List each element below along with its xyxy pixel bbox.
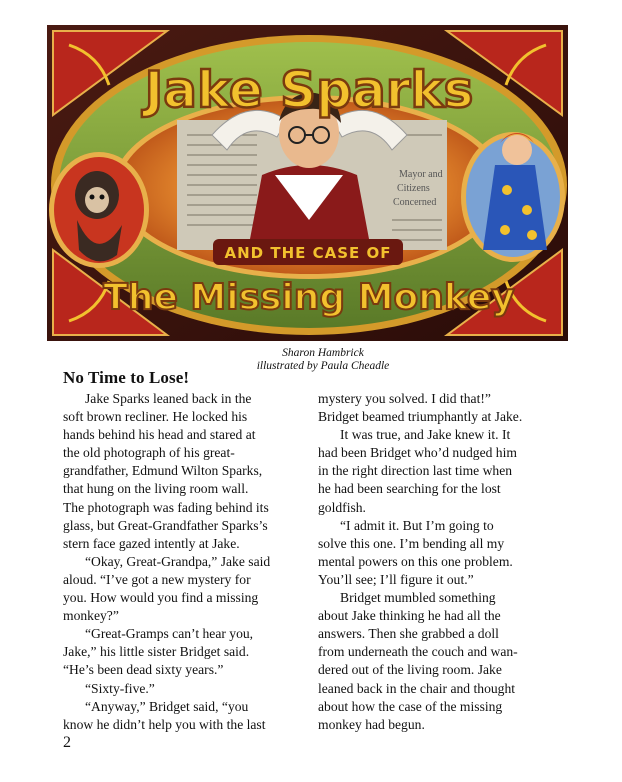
text-line: dered out of the living room. Jake (318, 662, 502, 678)
text-line: about Jake thinking he had all the (318, 608, 501, 624)
text-line: the old photograph of his great- (63, 445, 235, 461)
text-line: from underneath the couch and wan- (318, 644, 518, 660)
right-text-column (318, 390, 558, 734)
section-heading: No Time to Lose! (63, 368, 190, 387)
text-line: mental powers on this one problem. (318, 553, 513, 569)
text-line: “Okay, Great-Grandpa,” Jake said (85, 553, 271, 569)
left-text-column (63, 390, 303, 734)
paragraph (63, 553, 303, 625)
illustrator-credit: illustrated by Paula Cheadle (256, 360, 390, 372)
text-line: “I admit it. But I’m going to (340, 517, 494, 533)
paragraph (63, 698, 303, 734)
svg-text:The Missing Monkey: The Missing Monkey (103, 277, 515, 318)
text-line: you. How would you find a missing (63, 590, 259, 606)
banner-artwork (47, 25, 568, 341)
text-line: Jake Sparks leaned back in the (85, 391, 252, 406)
paragraph (63, 625, 303, 679)
text-line: know he didn’t help you with the last (63, 716, 266, 732)
text-line: The photograph was fading behind its (63, 499, 269, 515)
text-line: You’ll see; I’ll figure it out.” (318, 571, 474, 587)
text-line: “Sixty-five.” (85, 680, 155, 696)
text-line: leaned back in the chair and thought (318, 680, 516, 696)
text-line: Bridget beamed triumphantly at Jake. (318, 409, 523, 425)
text-line: that hung on the living room wall. (63, 481, 249, 497)
text-line: hands behind his head and stared at (63, 427, 256, 443)
paragraph (63, 390, 303, 553)
text-line: grandfather, Edmund Wilton Sparks, (63, 463, 263, 479)
text-line: he had been searching for the lost (318, 481, 501, 497)
svg-text:Mayor and: Mayor and (399, 169, 443, 180)
text-line: “Great-Gramps can’t hear you, (85, 626, 254, 642)
text-line: “Anyway,” Bridget said, “you (85, 698, 249, 714)
text-line: soft brown recliner. He locked his (63, 409, 248, 425)
text-line: mystery you solved. I did that!” (318, 391, 491, 406)
paragraph (318, 390, 558, 426)
text-line: aloud. “I’ve got a new mystery for (63, 571, 251, 587)
text-line: Bridget mumbled something (340, 590, 496, 606)
author-name: Sharon Hambrick (282, 347, 364, 359)
svg-text:and the case of: and the case of (224, 244, 392, 262)
text-line: glass, but Great-Grandfather Sparks’s (63, 517, 268, 533)
svg-text:Jake Sparks: Jake Sparks (144, 61, 474, 119)
text-line: monkey had begun. (318, 716, 425, 732)
text-line: about how the case of the missing (318, 698, 503, 714)
text-line: “He’s been dead sixty years.” (63, 662, 224, 678)
page-number: 2 (63, 734, 71, 751)
text-line: Jake,” his little sister Bridget said. (63, 644, 250, 660)
text-line: It was true, and Jake knew it. It (340, 427, 511, 443)
text-line: solve this one. I’m bending all my (318, 535, 505, 551)
paragraph (318, 589, 558, 734)
paragraph (318, 517, 558, 589)
text-line: had been Bridget who’d nudged him (318, 445, 517, 461)
text-line: in the right direction last time when (318, 463, 513, 479)
text-line: monkey?” (63, 608, 119, 624)
paragraph (318, 426, 558, 516)
paragraph (63, 680, 303, 698)
text-line: stern face gazed intently at Jake. (63, 535, 240, 551)
text-line: goldfish. (318, 499, 366, 515)
title-banner-illustration (47, 25, 568, 341)
byline (228, 347, 418, 373)
svg-text:Citizens: Citizens (397, 183, 430, 194)
text-line: answers. Then she grabbed a doll (318, 626, 499, 642)
svg-text:Concerned: Concerned (393, 197, 437, 208)
